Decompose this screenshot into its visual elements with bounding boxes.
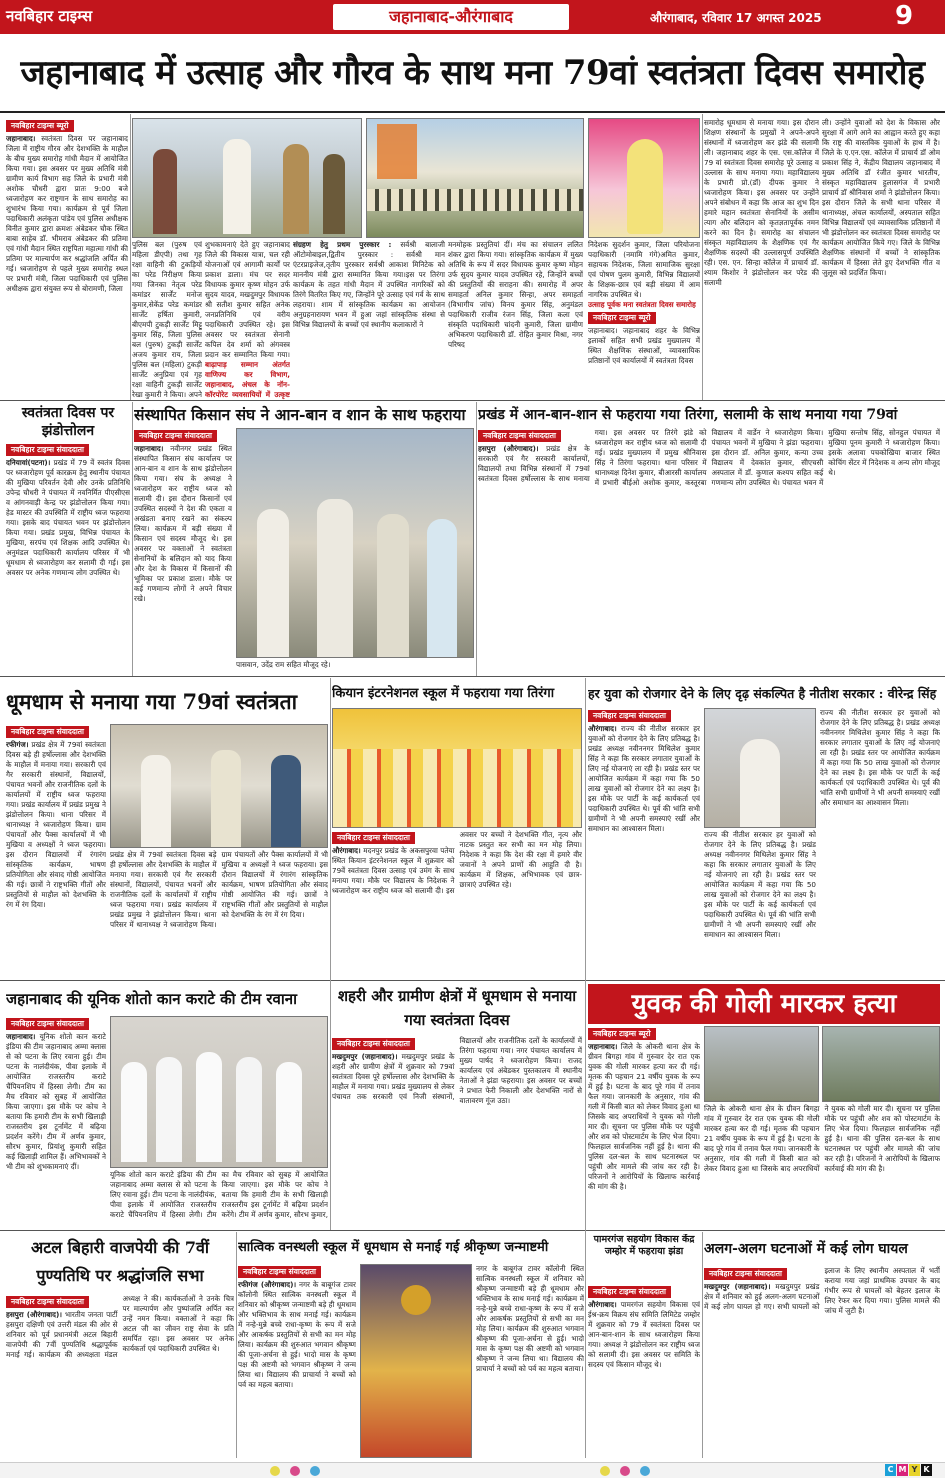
lead-body-3: शुभकामनाएं देते हुए जहानाबाद जिले की विकास यात्रा, चल रही योजनाओं एवं आगामी कार्यों पर प्रकाश डाला। मंच पर सदर विधायक कुमार कृष्ण मोहन उर्फ सुदय यादव, मखदुमपुर विधायक श्री सतीश कुमार सहित अनेक जनप्रतिनिधि एवं वरीय पदाधिकारी उपस्थित रहे। इस अवसर पर स्वतंत्रता सेनानी कपिल देव शर्मा को अंगवस्त्र प्रदान कर सम्मानित किया गया।	[205, 240, 290, 359]
byline: नवबिहार टाइम्स संवाददाता	[704, 1268, 787, 1280]
dateline: मखदुमपुर (जहानाबाद)।	[704, 1282, 771, 1291]
photo-kiyan-school	[332, 708, 582, 828]
story-text: मखदुमपुर प्रखंड के शहरी और ग्रामीण क्षेत्रों में शुक्रवार को 79वां स्वतंत्रता दिवस पूरे हर्षोल्लास और देशभक्ति के माहौल में मनाया गया। प्रखंड मुख्यालय से लेकर पंचायत तक सरकारी एवं निजी संस्थानों, विद्यालयों और राजनीतिक दलों के कार्यालयों में तिरंगा फहराया गया। नगर पंचायत कार्यालय में मुख्य पार्षद ने ध्वजारोहण किया। राजद कार्यालय एवं अंबेडकर पुस्तकालय में स्थानीय नेताओं ने झंडा फहराया। इस अवसर पर बच्चों ने प्रभात फेरी निकाली और देशभक्ति नारों से वातावरण गूंज उठा।	[332, 1036, 582, 1105]
story-body-cont	[704, 830, 816, 976]
dateline: जहानाबाद।	[134, 444, 164, 453]
story-body	[588, 708, 700, 976]
byline: नवबिहार टाइम्स ब्यूरो	[588, 312, 656, 324]
lead-column-5	[448, 240, 583, 400]
photo-karate-team	[110, 1016, 328, 1168]
column-rule	[702, 1232, 703, 1458]
dateline: जहानाबाद।	[6, 1032, 36, 1041]
divider	[0, 980, 945, 981]
photo-girl-performer	[588, 118, 700, 238]
registration-mark	[290, 1466, 300, 1476]
divider	[0, 676, 945, 677]
story-body	[6, 1016, 106, 1226]
cmyk-black: K	[921, 1464, 932, 1476]
byline: नवबिहार टाइम्स संवाददाता	[6, 1018, 89, 1030]
story-text: जिले के ओकरी थाना क्षेत्र के ग्रीवन बिगहा गांव में गुरुवार देर रात एक युवक की गोली मारकर हत्या कर दी गई। मृतक की पहचान 21 वर्षीय युवक के रूप में हुई है। घटना के बाद पूरे गांव में तनाव फैल गया। जानकारी के अनुसार, गांव की गली में किसी बात को लेकर विवाद हुआ था जिसके बाद अपराधियों ने युवक को गोली मार दी। सूचना पर पुलिस मौके पर पहुंची और शव को पोस्टमार्टम के लिए भेज दिया। फिलहाल सार्वजनिक नहीं हुई है। थाना की पुलिस दल-बल के साथ घटनास्थल पर पहुंची और मामले की जांच कर रही है। परिजनों ने आरोपियों के खिलाफ कार्रवाई की मांग की है।	[704, 1104, 940, 1173]
lead-column-6	[588, 240, 700, 400]
story-text: राज्य की नीतीश सरकार हर युवाओं को रोजगार देने के लिए प्रतिबद्ध है। प्रखंड अध्यक्ष नवीननगर मिथिलेश कुमार सिंह ने कहा कि सरकार लगातार युवाओं के लिए नई योजनाएं ला रही है। प्रखंड स्तर पर आयोजित कार्यक्रम में कहा गया कि 50 लाख युवाओं को रोजगार देने का लक्ष्य है। इस मौके पर पार्टी के कई कार्यकर्ता एवं पदाधिकारी उपस्थित थे। पूर्व की भांति सभी ग्रामीणों ने भी अपनी समस्याएं रखीं और समाधान का आश्वासन मिला।	[704, 830, 816, 939]
award-note: बाढ़ापाड़ सम्मान अंतर्गत वाणिज्य कर विभाग, जहानाबाद, अंचल के नॉन-कॉरपोरेट व्यवसायियों में उत्कृष्ट	[205, 360, 290, 399]
photo-caption	[236, 660, 474, 672]
main-headline: जहानाबाद में उत्साह और गौरव के साथ मना 79वां स्वतंत्रता दिवस समारोह	[20, 53, 925, 93]
story-text: नगर के बाबूगंज टावर कॉलोनी स्थित सात्विक वनस्थली स्कूल में शनिवार को श्रीकृष्ण जन्माष्टमी बड़े ही धूमधाम और भक्तिभाव के साथ मनाई गई। कार्यक्रम में नन्हे-मुन्ने बच्चे राधा-कृष्ण के रूप में सजे और आकर्षक प्रस्तुतियों से सभी का मन मोह लिया। कार्यक्रम की शुरुआत भगवान श्रीकृष्ण की पूजा-अर्चना से हुई। भादो मास के कृष्ण पक्ष की अष्टमी को भगवान श्रीकृष्ण ने जन्म लिया था। विद्यालय की प्राचार्या ने बच्चों को पर्व का महत्व बताया।	[238, 1280, 356, 1389]
dateline: रफीगंज (औरंगाबाद)।	[238, 1280, 297, 1289]
story-body	[6, 442, 130, 672]
lead-column-7	[704, 118, 819, 398]
cmyk-magenta: M	[898, 1465, 907, 1474]
divider	[0, 111, 945, 113]
photo-parade	[366, 118, 584, 238]
story-title: जहानाबाद की यूनिक शोतो कान कराटे की टीम रवाना	[6, 990, 297, 1008]
story-title: कियान इंटरनेशनल स्कूल में फहराया गया तिरंगा	[332, 686, 555, 701]
story-body	[6, 724, 106, 976]
story-body	[134, 428, 232, 672]
divider	[0, 400, 945, 401]
dateline: हसपुरा (औरंगाबाद)।	[478, 444, 539, 453]
lead-column-8	[822, 118, 940, 398]
column-rule	[132, 402, 133, 676]
registration-mark	[620, 1466, 630, 1476]
story-title: स्वतंत्रता दिवस पर झंडोत्तोलन	[21, 405, 115, 439]
lead-body-8: ली। उन्होंने युवाओं को देश के विकास और सुरक्षा में आगे आने का आह्वान करते हुए कहा कि राष्ट्र की वास्तविक युवाओं के हाथ में है। जिले के ए.एन.एस. कॉलेज में प्राचार्य डॉ ओम प्रकाश सिंह ने, केंद्रीय विद्यालय जहानाबाद में मुख्य अतिथि डॉ रंजीत कुमार भारतीय, संस्कृत महाविद्यालय हुलासगंज में प्रभारी प्राचार्य डॉ श्रीनिवास शर्मा ने झंडोत्तोलन किया। इस दौरान जिले के सभी थाना परिसर में थानाध्यक्ष, अंचल कार्यालयों, अस्पताल सहित विभिन्न विद्यालयों एवं व्यावसायिक प्रतिष्ठानों में भी झंडोत्तोलन कर स्वतंत्रता दिवस समारोह पर कार्यक्रम आयोजित किये गए। जिले के विभिन्न शैक्षणिक संस्थानों में बच्चों ने सांस्कृतिक कार्यक्रम में हिस्सा लेते हुए देशभक्ति गीत व जुलूस को प्रदर्शित किया।	[822, 118, 940, 277]
byline: नवबिहार टाइम्स संवाददाता	[134, 430, 217, 442]
byline: नवबिहार टाइम्स ब्यूरो	[588, 1028, 656, 1040]
story-text: यूनिक शोतो कान कराटे इंडिया की टीम जहानाबाद अम्मा क्लास से को पटना के लिए रवाना हुई। टीम पटना के नालंदीयंक, पीवा इलाके में आयोजित राजस्तरीय कराटे चैंपियनशिप में हिस्सा लेगी। टीम का मैच रविवार को सुबह में आयोजित किया जाएगा। इस मौके पर कोच ने बताया कि हमारी टीम के सभी खिलाड़ी राजस्तरीय इस टूर्नामेंट में बढ़िया प्रदर्शन करेंगे। टीम में अर्णव कुमार, सौरभ कुमार, प्रियांशु कुमारी सहित कई खिलाड़ी शामिल हैं। अभिभावकों ने भी टीम को शुभकामनाएं दीं।	[6, 1032, 106, 1171]
story-text: मखदुमपुर प्रखंड क्षेत्र में शनिवार को हुई अलग-अलग घटनाओं में कई लोग घायल हो गए। सभी घायलों को इलाज के लिए स्थानीय अस्पताल में भर्ती कराया गया जहां प्राथमिक उपचार के बाद गंभीर रूप से घायलों को बेहतर इलाज के लिए रेफर कर दिया गया। पुलिस मामले की जांच में जुटी है।	[704, 1266, 940, 1315]
column-rule	[585, 678, 586, 1458]
byline: नवबिहार टाइम्स संवाददाता	[332, 832, 415, 844]
story-text: पामरगंज सहयोग विकास एवं ईश्र-क्रय विक्रय संघ समिति लिमिटेड जम्होर में शुक्रवार को 79 वें स्वतंत्रता दिवस पर आन-बान-शान के साथ ध्वजारोहण किया गया। अध्यक्ष ने झंडोत्तोलन कर राष्ट्रीय ध्वज को सलामी दी। इस अवसर पर समिति के सदस्य एवं किसान मौजूद थे।	[588, 1300, 700, 1369]
byline: नवबिहार टाइम्स संवाददाता	[6, 726, 89, 738]
lead-body-6: निदेशक सुदर्शन कुमार, जिला परियोजना पदाधिकारी (नमामि गंगे)अमित कुमार, सहायक निदेशक, जिला सामाजिक सुरक्षा एवं पोषण पुलम कुमारी, विभिन्न विद्यालयों के शिक्षक-छात्र एवं बड़ी संख्या में आम नागरिक उपस्थित थे।	[588, 240, 700, 299]
lead-body-1: स्वतंत्रता दिवस पर जहानाबाद जिला में राष्ट्रीय गौरव और देशभक्ति के माहौल के बीच मुख्य समारोह गांधी मैदान में आयोजित किया गया। इस अवसर पर मुख्य अतिथि मंत्री ग्रामीण कार्य विभाग सह जिले के प्रभारी मंत्री अशोक चौधरी द्वारा प्रातः 9:00 बजे ध्वजारोहण कर राष्ट्रगान के साथ समारोह का शुभारंभ किया गया। कार्यक्रम से पूर्व जिला पदाधिकारी अलंकृता पांडेय एवं पुलिस अधीक्षक विनीत कुमार द्वारा क्रमशः अंबेडकर चौक स्थित बाबा साहेब डॉ. भीमराव अंबेडकर की प्रतिमा एवं गांधी मैदान स्थित राष्ट्रपिता महात्मा गांधी की प्रतिमा पर माल्यार्पण कर श्रद्धांजलि अर्पित की गई। ध्वजारोहण से पहले मुख्य समारोह स्थल पर प्रभारी मंत्री, जिला पदाधिकारी एवं पुलिस अधीक्षक द्वारा संयुक्त रूप से बोरामणी, जिला	[6, 134, 128, 293]
lead-body-6b: जहानाबाद। जहानाबाद शहर के विभिन्न इलाकों सहित सभी प्रखंड मुख्यालय में स्थित शैक्षणिक संस्थाओं, व्यावसायिक प्रतिष्ठानों एवं कार्यालयों में स्वतंत्रता दिवस	[588, 326, 700, 365]
story-text: यूनिक शोतो कान कराटे इंडिया की टीम जहानाबाद अम्मा क्लास से को पटना के लिए रवाना हुई। टीम पटना के नालंदीयंक, पीवा इलाके में आयोजित राजस्तरीय कराटे चैंपियनशिप में हिस्सा लेगी। टीम का मैच रविवार को सुबह में आयोजित किया जाएगा। इस मौके पर कोच ने बताया कि हमारी टीम के सभी खिलाड़ी राजस्तरीय इस टूर्नामेंट में बढ़िया प्रदर्शन करेंगे। टीम में अर्णव कुमार, सौरभ कुमार,	[110, 1170, 328, 1219]
story-body-cont	[820, 708, 940, 976]
column-rule	[330, 678, 331, 1230]
registration-mark	[270, 1466, 280, 1476]
byline: नवबिहार टाइम्स संवाददाता	[238, 1266, 321, 1278]
story-text: राज्य की नीतीश सरकार हर युवाओं को रोजगार देने के लिए प्रतिबद्ध है। प्रखंड अध्यक्ष नवीननगर मिथिलेश कुमार सिंह ने कहा कि सरकार लगातार युवाओं के लिए नई योजनाएं ला रही है। प्रखंड स्तर पर आयोजित कार्यक्रम में कहा गया कि 50 लाख युवाओं को रोजगार देने का लक्ष्य है। इस मौके पर पार्टी के कई कार्यकर्ता एवं पदाधिकारी उपस्थित थे। पूर्व की भांति सभी ग्रामीणों ने भी अपनी समस्याएं रखीं और समाधान का आश्वासन मिला।	[820, 708, 940, 807]
lead-column-2	[132, 240, 202, 400]
byline: नवबिहार टाइम्स संवाददाता	[478, 430, 561, 442]
story-title: हर युवा को रोजगार देने के लिए दृढ़ संकल्पित है नीतीश सरकार : वीरेन्द्र सिंह	[588, 686, 937, 701]
dateline: मखदुमपुर (जहानाबाद)।	[332, 1052, 398, 1061]
lead-column-4	[293, 240, 445, 400]
divider	[0, 1230, 945, 1231]
dateline: रफीगंज।	[6, 740, 29, 749]
byline: नवबिहार टाइम्स संवाददाता	[332, 1038, 415, 1050]
story-text: प्रखंड में 79 वें स्वतंत्र दिवस पर ध्वजारोहण पूर्व कारक्रम हेतु स्थानीय पंचायत की मुखिया परिवर्तन देवी और उनके प्रतिनिधि उपेन्द्र चौधरी ने पंचायत में नवनिर्मित पीएसीएस व आंगनवाड़ी केन्द्र पर झंडोत्तोलन किया गया। हेड मास्टर की उपस्थिति में राष्ट्रीय ध्वज फहराया गया। इसके बाद पंचायत भवन पर झंडोत्तोलन किया गया। प्रखंड प्रमुख, विभिन्न पंचायत के मुखिया, सरपंच एवं शिक्षक आदि उपस्थित थे। अनुमंडल पदाधिकारी कार्यालय परिसर में भी धूमधाम से ध्वजारोहण कर सलामी दी गई। इस अवसर पर अनेक गणमान्य लोग उपस्थित थे।	[6, 458, 130, 577]
story-body	[332, 830, 582, 976]
story-body	[6, 1294, 234, 1458]
dateline: जहानाबाद।	[588, 1042, 618, 1051]
section-label: जहानाबाद-औरंगाबाद	[333, 4, 569, 30]
photo-crime-scene-1	[704, 1026, 819, 1102]
photo-virendra-singh	[704, 708, 816, 828]
story-text: नगर के बाबूगंज टावर कॉलोनी स्थित सात्विक वनस्थली स्कूल में शनिवार को श्रीकृष्ण जन्माष्टमी बड़े ही धूमधाम और भक्तिभाव के साथ मनाई गई। कार्यक्रम में नन्हे-मुन्ने बच्चे राधा-कृष्ण के रूप में सजे और आकर्षक प्रस्तुतियों से सभी का मन मोह लिया। कार्यक्रम की शुरुआत भगवान श्रीकृष्ण की पूजा-अर्चना से हुई। भादो मास के कृष्ण पक्ष की अष्टमी को भगवान श्रीकृष्ण ने जन्म लिया था। विद्यालय की प्राचार्या ने बच्चों को पर्व का महत्व बताया।	[476, 1264, 584, 1373]
masthead-bar	[0, 0, 945, 34]
byline: नवबिहार टाइम्स संवाददाता	[6, 444, 89, 456]
lead-body-5: मनमोहक प्रस्तुतियां दीं। मंच का संचालन ललित शंकर द्वारा किया गया। सांस्कृतिक कार्यक्रम में मुख्य अतिथि के रूप में सदर विधायक कुमार कृष्ण मोहन उर्फ सुदय कुमार यादव उपस्थित रहे, जिन्होंने बच्चों की प्रस्तुतियों की सराहना की। समारोह में अपर समाहर्ता अनिल कुमार सिन्हा, अपर समाहर्ता (विभागीय जांच) विनय कुमार सिंह, अनुमंडल पदाधिकारी राजीव रंजन सिंह, जिला कला एवं संस्कृति पदाधिकारी चांदनी कुमारी, जिला ग्रामीण अभिकरण पदाधिकारी डॉ. रोहित कुमार मिश्रा, नगर परिषद	[448, 240, 583, 349]
byline: नवबिहार टाइम्स संवाददाता	[588, 710, 671, 722]
column-rule	[476, 402, 477, 676]
dateline: औरंगाबाद।	[332, 846, 361, 855]
registration-mark	[600, 1466, 610, 1476]
byline: नवबिहार टाइम्स संवाददाता	[6, 1296, 89, 1308]
sub-headline: उत्साह पूर्वक मना स्वतंत्रता दिवस समारोह	[588, 300, 696, 309]
dateline: औरंगाबाद।	[588, 724, 617, 733]
story-text: नवीनगर प्रखंड स्थित संस्थापित किसान संघ कार्यालय पर आन-बान व शान के साथ झंडोत्तोलन किया गया। संघ के अध्यक्ष ने ध्वजारोहण कर राष्ट्रीय ध्वज को सलामी दी। इस दौरान किसानों एवं उपस्थित सदस्यों ने देश की एकता व अखंडता बनाए रखने का संकल्प लिया। कार्यक्रम में बड़ी संख्या में किसान एवं सदस्य मौजूद थे। इस अवसर पर वक्ताओं ने स्वतंत्रता सेनानियों के बलिदान को याद किया और देश के विकास में किसानों की भूमिका पर प्रकाश डाला। मौके पर कई गणमान्य लोगों ने अपने विचार रखे।	[134, 444, 232, 603]
story-body	[588, 1284, 700, 1458]
story-body-cont	[704, 1104, 940, 1226]
dateline: दनियावां(पटना)।	[6, 458, 51, 467]
story-title: अलग-अलग घटनाओं में कई लोग घायल	[704, 1241, 908, 1257]
story-body	[588, 1026, 700, 1226]
photo-ceremony	[132, 118, 362, 238]
lead-body-2: पुलिस बल (पुरुष एवं महिला डीएपी) तथा गृह रक्षा वाहिनी की टुकड़ियों का परेड निरीक्षण किया गया जिनका नेतृत्व परेड कमांडर सार्जेंट मनोज कुमार,सेकेंड परेड कमांडर सार्जेंट हर्षिता कुमारी, बीएमपी टुकड़ी सार्जेंट मिट्टू कुमार सिंह, जिला पुलिस बल (पुरुष) टुकड़ी सार्जेंट अजय कुमार राय, जिला पुलिस बल (महिला) टुकड़ी सार्जेंट अनुप्रिया एवं गृह रक्षा वाहिनी टुकड़ी सार्जेंट रेखा कुमारी ने किया। अपने	[132, 240, 202, 399]
dateline: जहानाबाद।	[6, 134, 36, 143]
dateline: हसपुरा (औरंगाबाद)।	[6, 1310, 62, 1319]
award-head: संग्रहण हेतु प्रथम पुरस्कार :	[293, 240, 392, 249]
story-text: मदनपुर प्रखंड के अकसपुरवा पतेया स्थित कियान इंटरनेशनल स्कूल में शुक्रवार को 79वें स्वतंत्रता दिवस उत्साह एवं उमंग के साथ मनाया गया। मौके पर विद्यालय के निदेशक ने ध्वजारोहण कर राष्ट्रीय ध्वज को सलामी दी। इस अवसर पर बच्चों ने देशभक्ति गीत, नृत्य और नाटक प्रस्तुत कर सभी का मन मोह लिया। निदेशक ने कहा कि देश की रक्षा में हमारे वीर जवानों ने अपने प्राणों की आहुति दी है। कार्यक्रम में शिक्षक, अभिभावक एवं छात्र-छात्राएं उपस्थित रहे।	[332, 830, 582, 895]
story-title: अटल बिहारी वाजपेयी की 7वीं पुण्यतिथि पर श्रद्धांजलि सभा	[30, 1238, 210, 1285]
registration-strip	[0, 1462, 945, 1478]
lead-column-3	[205, 240, 290, 400]
story-text: प्रखंड क्षेत्र में 79वां स्वतंत्रता दिवस बड़े ही हर्षोल्लास और देशभक्ति के माहौल में मनाया गया। सरकारी एवं गैर सरकारी संस्थानों, विद्यालयों, पंचायत भवनों और राजनीतिक दलों के कार्यालयों में राष्ट्रीय ध्वज फहराया गया। प्रखंड कार्यालय में प्रखंड प्रमुख ने झंडोत्तोलन किया। थाना परिसर में थानाध्यक्ष ने ध्वजारोहण किया। ग्राम पंचायतों और पैक्स कार्यालयों में भी मुखिया व अध्यक्षों ने ध्वज फहराया। इस दौरान विद्यालयों में रंगारंग सांस्कृतिक कार्यक्रम, भाषण प्रतियोगिता और संवाद गोष्ठी आयोजित की गई। छात्रों ने राष्ट्रभक्ति गीतों और प्रस्तुतियों से माहौल को देशभक्ति के रंग में रंग दिया।	[110, 850, 328, 929]
story-body-cont	[110, 850, 328, 976]
registration-mark	[640, 1466, 650, 1476]
cmyk-yellow: Y	[909, 1464, 920, 1476]
photo-kisan-sangh	[236, 428, 474, 658]
story-text: राज्य की नीतीश सरकार हर युवाओं को रोजगार देने के लिए प्रतिबद्ध है। प्रखंड अध्यक्ष नवीननगर मिथिलेश कुमार सिंह ने कहा कि सरकार लगातार युवाओं के लिए नई योजनाएं ला रही है। प्रखंड स्तर पर आयोजित कार्यक्रम में कहा गया कि 50 लाख युवाओं को रोजगार देने का लक्ष्य है। इस मौके पर पार्टी के कई कार्यकर्ता एवं पदाधिकारी उपस्थित थे। पूर्व की भांति सभी ग्रामीणों ने भी अपनी समस्याएं रखीं और समाधान का आश्वासन मिला।	[588, 724, 700, 833]
dateline: औरंगाबाद।	[588, 1300, 617, 1309]
page-number: 9	[895, 1, 914, 31]
story-text: प्रखंड क्षेत्र के सरकारी एवं गैर सरकारी कार्यालयों, विद्यालयों तथा विभिन्न संस्थानों में 79वां स्वतंत्रता दिवस हर्षोल्लास के साथ मनाया गया। इस अवसर पर तिरंगे झंडे को ध्वजारोहण कर राष्ट्रीय ध्वज को सलामी दी गई। प्रखंड मुख्यालय में प्रमुख श्रीनिवास सिंह ने तिरंगा फहराया। थाना परिसर में थानाध्यक्ष दिनेश कुमार, बीआरसी कार्यालय में प्रभारी बीईओ अशोक कुमार, कस्तूरबा विद्यालय में वार्डेन ने ध्वजारोहण किया। पंचायत भवनों में मुखिया ने झंडा फहराया। इस दौरान डॉ. अनिल कुमार, कन्या उच्च विद्यालय में देवकांत कुमार, सीएचसी अस्पताल में डॉ. कुणाल कश्यप सहित कई गणमान्य लोग उपस्थित थे। पंचायत भवन में मुखिया सन्तोष सिंह, सोनहुल पंचायत में मुखिया पूनम कुमारी ने ध्वजारोहण किया। इसके अलावा पचकोखिया बाजार स्थित कोचिंग सेंटर में निदेशक व अन्य लोग मौजूद थे।	[478, 428, 940, 487]
lead-body-7: समारोह धूमधाम से मनाया गया। इस दौरान शिक्षण संस्थानों के प्रमुखों ने अपने-अपने संस्थानों में ध्वजारोहण कर झंडे की सलामी ली। जहानाबाद शहर के एस. एस.कॉलेज में 79 वां स्वतंत्रता दिवस समारोह पूरे उत्साह व उल्लास के साथ मनाया गया। महाविद्यालय के प्रभारी प्रो.(डॉ) दीपक कुमार ने ध्वजारोहण किया। इस अवसर पर उन्होंने अपने संबोधन में कहा कि आज का शुभ दिन हमारे महान स्वतंत्रता सेनानियों के असीम त्याग और बलिदान को कृतज्ञतापूर्वक नमन करने का दिन है। समारोह का संचालन संस्कृत महाविद्यालय के शैक्षणिक एवं गैर शैक्षणिक सदस्यों की उल्लासपूर्ण उपस्थिति रही। एस. एन. सिन्हा कॉलेज में प्राचार्य डॉ. श्याम किशोर ने झंडोत्तोलन कर परेड की सलामी	[704, 118, 819, 287]
story-title: संस्थापित किसान संघ ने आन-बान व शान के साथ फहराया	[134, 405, 466, 424]
story-body	[332, 1036, 582, 1226]
newspaper-name: नवबिहार टाइम्स	[6, 7, 93, 25]
cmyk-cyan: C	[885, 1464, 896, 1476]
column-rule	[130, 114, 131, 400]
crime-headline: युवक की गोली मारकर हत्या	[588, 984, 940, 1024]
story-title: पामरगंज सहयोग विकास केंद्र जम्होर में फहराया झंडा	[593, 1234, 695, 1257]
column-rule	[236, 1232, 237, 1458]
story-title: शहरी और ग्रामीण क्षेत्रों में धूमधाम से मनाया गया स्वतंत्रता दिवस	[337, 987, 577, 1029]
story-title: प्रखंड में आन-बान-शान से फहराया गया तिरंगा, सलामी के साथ मनाया गया 79वां	[478, 407, 898, 423]
story-body-cont	[110, 1170, 328, 1226]
story-body-cont	[476, 1264, 584, 1458]
photo-rafiganj	[110, 724, 328, 848]
story-title: सात्विक वनस्थली स्कूल में धूमधाम से मनाई गई श्रीकृष्ण जन्माष्टमी	[238, 1240, 549, 1255]
story-title: धूमधाम से मनाया गया 79वां स्वतंत्रता	[6, 689, 298, 714]
photo-crime-scene-2	[822, 1026, 940, 1102]
story-body	[238, 1264, 356, 1458]
story-text: जिले के ओकरी थाना क्षेत्र के ग्रीवन बिगहा गांव में गुरुवार देर रात एक युवक की गोली मारकर हत्या कर दी गई। मृतक की पहचान 21 वर्षीय युवक के रूप में हुई है। घटना के बाद पूरे गांव में तनाव फैल गया। जानकारी के अनुसार, गांव की गली में किसी बात को लेकर विवाद हुआ था जिसके बाद अपराधियों ने युवक को गोली मार दी। सूचना पर पुलिस मौके पर पहुंची और शव को पोस्टमार्टम के लिए भेज दिया। फिलहाल सार्वजनिक नहीं हुई है। थाना की पुलिस दल-बल के साथ घटनास्थल पर पहुंची और मामले की जांच कर रही है। परिजनों ने आरोपियों के खिलाफ कार्रवाई की मांग की है।	[588, 1042, 700, 1191]
byline: नवबिहार टाइम्स संवाददाता	[588, 1286, 671, 1298]
column-rule	[702, 114, 703, 400]
story-body	[704, 1266, 940, 1458]
issue-date: औरंगाबाद, रविवार 17 अगस्त 2025	[650, 11, 822, 25]
story-text: प्रखंड क्षेत्र में 79वां स्वतंत्रता दिवस बड़े ही हर्षोल्लास और देशभक्ति के माहौल में मनाया गया। सरकारी एवं गैर सरकारी संस्थानों, विद्यालयों, पंचायत भवनों और राजनीतिक दलों के कार्यालयों में राष्ट्रीय ध्वज फहराया गया। प्रखंड कार्यालय में प्रखंड प्रमुख ने झंडोत्तोलन किया। थाना परिसर में थानाध्यक्ष ने ध्वजारोहण किया। ग्राम पंचायतों और पैक्स कार्यालयों में भी मुखिया व अध्यक्षों ने ध्वज फहराया। इस दौरान विद्यालयों में रंगारंग सांस्कृतिक कार्यक्रम, भाषण प्रतियोगिता और संवाद गोष्ठी आयोजित की गई। छात्रों ने राष्ट्रभक्ति गीतों और प्रस्तुतियों से माहौल को देशभक्ति के रंग में रंग दिया।	[6, 740, 106, 909]
registration-mark	[310, 1466, 320, 1476]
story-body	[478, 428, 940, 672]
photo-janmashtami	[360, 1264, 472, 1458]
caption-text: पासवान, उदेंद्र राम सहित मौजूद रहे।	[236, 660, 331, 669]
story-text: भारतीय जनता पार्टी हसपुरा दक्षिणी एवं उत्तरी मंडल की ओर से शनिवार को पूर्व प्रधानमंत्री अटल बिहारी वाजपेयी की 7वीं पुण्यतिथि श्रद्धापूर्वक मनाई गई। कार्यक्रम की अध्यक्षता मंडल अध्यक्ष ने की। कार्यकर्ताओं ने उनके चित्र पर माल्यार्पण और पुष्पांजलि अर्पित कर उन्हें नमन किया। वक्ताओं ने कहा कि अटल जी का जीवन राष्ट्र सेवा के प्रति समर्पित रहा। इस अवसर पर अनेक कार्यकर्ता एवं पदाधिकारी उपस्थित थे।	[6, 1294, 234, 1359]
byline: नवबिहार टाइम्स ब्यूरो	[6, 120, 74, 132]
lead-body-4: सर्वश्री बालाजी ऑटोमोबाइल,द्वितीय पुरस्कार : सर्वश्री मान एंटरप्राइजेज,तृतीय पुरस्कार सर्वश्री आकाश मिनिटेक को माननीय मंत्री द्वारा सम्मानित किया गया।इस पर तिरंगा कार्यक्रम के तहत गांधी मैदान में उपस्थित नागरिकों को तिरंगे वितरित किए गए, जिन्होंने पूरे उत्साह एवं गर्व के साथ लहराया। शाम में सांस्कृतिक कार्यक्रम का आयोजन अनुग्रहनारायण भवन में हुआ जहां सांस्कृतिक संस्था से विभिन्न विद्यालयों के बच्चों एवं स्थानीय कलाकारों ने	[293, 240, 445, 329]
lead-column-1	[6, 118, 128, 398]
